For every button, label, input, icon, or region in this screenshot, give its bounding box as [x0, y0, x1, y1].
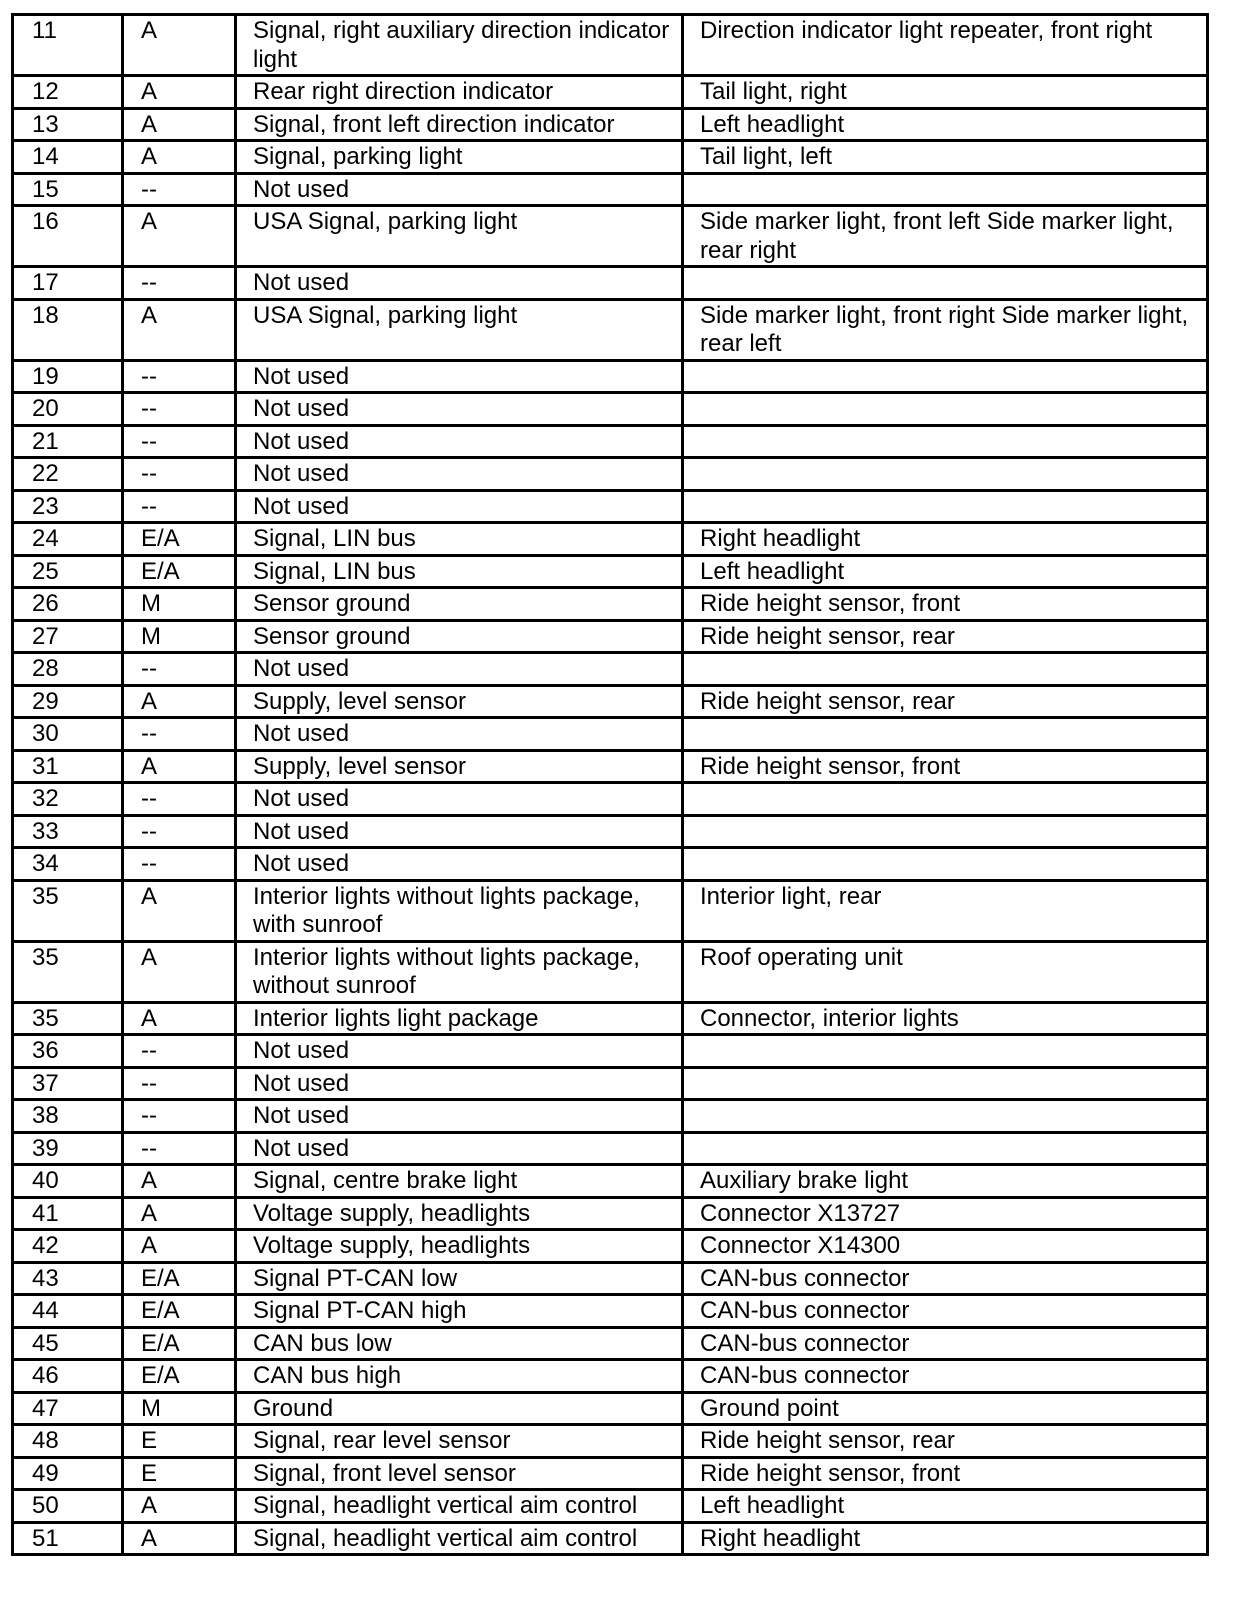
pin-number-cell: 15 [13, 173, 123, 206]
component-cell: Direction indicator light repeater, front right [683, 15, 1208, 76]
table-row [13, 1490, 1208, 1523]
pin-number-cell: 46 [13, 1360, 123, 1393]
component-cell: Ride height sensor, front [683, 750, 1208, 783]
signal-type-cell: -- [123, 1067, 236, 1100]
signal-type-cell: E/A [123, 523, 236, 556]
pin-number-cell: 27 [13, 620, 123, 653]
component-cell: Ride height sensor, rear [683, 620, 1208, 653]
table-row [13, 718, 1208, 751]
pin-number-cell: 41 [13, 1197, 123, 1230]
pin-number-cell: 23 [13, 490, 123, 523]
pin-number-cell: 35 [13, 941, 123, 1002]
component-cell: Right headlight [683, 1522, 1208, 1555]
pin-number-cell: 28 [13, 653, 123, 686]
description-cell: Signal, front level sensor [236, 1457, 683, 1490]
description-cell: Not used [236, 458, 683, 491]
signal-type-cell: -- [123, 783, 236, 816]
description-cell: Supply, level sensor [236, 750, 683, 783]
pin-number-cell: 36 [13, 1035, 123, 1068]
pin-number-cell: 13 [13, 108, 123, 141]
signal-type-cell: -- [123, 173, 236, 206]
table-row [13, 173, 1208, 206]
description-cell: Sensor ground [236, 588, 683, 621]
description-cell: USA Signal, parking light [236, 206, 683, 267]
signal-type-cell: A [123, 1490, 236, 1523]
pin-number-cell: 39 [13, 1132, 123, 1165]
pin-number-cell: 16 [13, 206, 123, 267]
component-cell: CAN-bus connector [683, 1295, 1208, 1328]
component-cell: Left headlight [683, 1490, 1208, 1523]
signal-type-cell: E [123, 1425, 236, 1458]
component-cell [683, 1132, 1208, 1165]
table-row [13, 1100, 1208, 1133]
description-cell: Signal PT-CAN low [236, 1262, 683, 1295]
component-cell [683, 718, 1208, 751]
signal-type-cell: -- [123, 1132, 236, 1165]
table-row [13, 523, 1208, 556]
component-cell: Connector X13727 [683, 1197, 1208, 1230]
pin-number-cell: 30 [13, 718, 123, 751]
table-row [13, 299, 1208, 360]
signal-type-cell: -- [123, 1035, 236, 1068]
description-cell: CAN bus high [236, 1360, 683, 1393]
component-cell [683, 425, 1208, 458]
description-cell: Not used [236, 653, 683, 686]
description-cell: Not used [236, 1035, 683, 1068]
description-cell: Voltage supply, headlights [236, 1197, 683, 1230]
description-cell: Signal, centre brake light [236, 1165, 683, 1198]
pin-number-cell: 35 [13, 1002, 123, 1035]
pin-number-cell: 49 [13, 1457, 123, 1490]
signal-type-cell: A [123, 685, 236, 718]
table-row [13, 267, 1208, 300]
signal-type-cell: -- [123, 718, 236, 751]
signal-type-cell: -- [123, 653, 236, 686]
table-row [13, 1295, 1208, 1328]
signal-type-cell: E/A [123, 1295, 236, 1328]
component-cell [683, 1035, 1208, 1068]
table-row [13, 76, 1208, 109]
table-row [13, 458, 1208, 491]
signal-type-cell: A [123, 880, 236, 941]
component-cell [683, 815, 1208, 848]
description-cell: Interior lights without lights package, without sunroof [236, 941, 683, 1002]
signal-type-cell: A [123, 941, 236, 1002]
table-row [13, 653, 1208, 686]
component-cell: Left headlight [683, 555, 1208, 588]
pin-number-cell: 32 [13, 783, 123, 816]
table-row [13, 1165, 1208, 1198]
pin-number-cell: 44 [13, 1295, 123, 1328]
pin-number-cell: 37 [13, 1067, 123, 1100]
table-row [13, 1132, 1208, 1165]
component-cell [683, 173, 1208, 206]
signal-type-cell: M [123, 1392, 236, 1425]
component-cell: Ride height sensor, front [683, 588, 1208, 621]
component-cell [683, 490, 1208, 523]
table-row [13, 1522, 1208, 1555]
component-cell [683, 458, 1208, 491]
component-cell: Roof operating unit [683, 941, 1208, 1002]
signal-type-cell: A [123, 750, 236, 783]
signal-type-cell: -- [123, 1100, 236, 1133]
pin-assignment-table [11, 13, 1209, 1556]
pin-number-cell: 11 [13, 15, 123, 76]
description-cell: Not used [236, 718, 683, 751]
component-cell: Ground point [683, 1392, 1208, 1425]
signal-type-cell: A [123, 1002, 236, 1035]
description-cell: Not used [236, 1100, 683, 1133]
table-row [13, 750, 1208, 783]
description-cell: Not used [236, 815, 683, 848]
pin-number-cell: 19 [13, 360, 123, 393]
component-cell [683, 783, 1208, 816]
table-row [13, 1230, 1208, 1263]
table-row [13, 141, 1208, 174]
table-row [13, 425, 1208, 458]
description-cell: Not used [236, 360, 683, 393]
description-cell: Signal, headlight vertical aim control [236, 1522, 683, 1555]
pin-number-cell: 29 [13, 685, 123, 718]
component-cell: Auxiliary brake light [683, 1165, 1208, 1198]
pin-number-cell: 51 [13, 1522, 123, 1555]
component-cell: Tail light, right [683, 76, 1208, 109]
description-cell: Not used [236, 1132, 683, 1165]
description-cell: Not used [236, 1067, 683, 1100]
table-row [13, 393, 1208, 426]
signal-type-cell: A [123, 1165, 236, 1198]
component-cell [683, 360, 1208, 393]
component-cell: Interior light, rear [683, 880, 1208, 941]
table-row [13, 1262, 1208, 1295]
pin-number-cell: 34 [13, 848, 123, 881]
table-row [13, 1457, 1208, 1490]
pin-number-cell: 35 [13, 880, 123, 941]
signal-type-cell: -- [123, 425, 236, 458]
table-row [13, 1002, 1208, 1035]
table-row [13, 783, 1208, 816]
table-row [13, 1425, 1208, 1458]
signal-type-cell: A [123, 141, 236, 174]
table-row [13, 15, 1208, 76]
description-cell: Interior lights light package [236, 1002, 683, 1035]
pin-number-cell: 40 [13, 1165, 123, 1198]
pin-number-cell: 48 [13, 1425, 123, 1458]
description-cell: Signal, front left direction indicator [236, 108, 683, 141]
table-row [13, 1197, 1208, 1230]
description-cell: Not used [236, 490, 683, 523]
pin-number-cell: 17 [13, 267, 123, 300]
table-row [13, 848, 1208, 881]
description-cell: Rear right direction indicator [236, 76, 683, 109]
signal-type-cell: E/A [123, 1360, 236, 1393]
description-cell: Not used [236, 425, 683, 458]
pin-number-cell: 22 [13, 458, 123, 491]
signal-type-cell: -- [123, 490, 236, 523]
signal-type-cell: A [123, 206, 236, 267]
description-cell: Signal, parking light [236, 141, 683, 174]
component-cell [683, 267, 1208, 300]
signal-type-cell: A [123, 15, 236, 76]
component-cell [683, 1100, 1208, 1133]
table-row [13, 1067, 1208, 1100]
table-row [13, 815, 1208, 848]
table-row [13, 588, 1208, 621]
description-cell: Sensor ground [236, 620, 683, 653]
signal-type-cell: -- [123, 848, 236, 881]
component-cell [683, 848, 1208, 881]
pin-number-cell: 20 [13, 393, 123, 426]
signal-type-cell: A [123, 76, 236, 109]
component-cell: Tail light, left [683, 141, 1208, 174]
component-cell: Connector, interior lights [683, 1002, 1208, 1035]
component-cell: CAN-bus connector [683, 1262, 1208, 1295]
table-row [13, 880, 1208, 941]
pin-number-cell: 21 [13, 425, 123, 458]
signal-type-cell: A [123, 108, 236, 141]
pin-number-cell: 25 [13, 555, 123, 588]
component-cell: Side marker light, front right Side marker light, rear left [683, 299, 1208, 360]
table-row [13, 206, 1208, 267]
table-row [13, 1392, 1208, 1425]
pin-number-cell: 31 [13, 750, 123, 783]
component-cell: Side marker light, front left Side marker light, rear right [683, 206, 1208, 267]
table-row [13, 1360, 1208, 1393]
description-cell: Not used [236, 267, 683, 300]
pin-table-body [13, 15, 1208, 1555]
signal-type-cell: -- [123, 360, 236, 393]
component-cell [683, 1067, 1208, 1100]
table-row [13, 360, 1208, 393]
signal-type-cell: E/A [123, 555, 236, 588]
component-cell: Connector X14300 [683, 1230, 1208, 1263]
pin-number-cell: 50 [13, 1490, 123, 1523]
description-cell: Signal, LIN bus [236, 555, 683, 588]
description-cell: Not used [236, 393, 683, 426]
pin-number-cell: 42 [13, 1230, 123, 1263]
signal-type-cell: A [123, 299, 236, 360]
pin-number-cell: 18 [13, 299, 123, 360]
description-cell: Supply, level sensor [236, 685, 683, 718]
description-cell: Signal, headlight vertical aim control [236, 1490, 683, 1523]
description-cell: Signal PT-CAN high [236, 1295, 683, 1328]
description-cell: Not used [236, 783, 683, 816]
component-cell: Ride height sensor, rear [683, 1425, 1208, 1458]
component-cell: Ride height sensor, front [683, 1457, 1208, 1490]
signal-type-cell: -- [123, 815, 236, 848]
description-cell: Interior lights without lights package, with sunroof [236, 880, 683, 941]
signal-type-cell: E/A [123, 1327, 236, 1360]
component-cell [683, 393, 1208, 426]
table-row [13, 555, 1208, 588]
component-cell: Right headlight [683, 523, 1208, 556]
description-cell: Ground [236, 1392, 683, 1425]
signal-type-cell: E [123, 1457, 236, 1490]
signal-type-cell: M [123, 588, 236, 621]
component-cell: CAN-bus connector [683, 1327, 1208, 1360]
description-cell: CAN bus low [236, 1327, 683, 1360]
description-cell: Signal, rear level sensor [236, 1425, 683, 1458]
table-row [13, 490, 1208, 523]
table-row [13, 1327, 1208, 1360]
description-cell: Signal, LIN bus [236, 523, 683, 556]
table-row [13, 620, 1208, 653]
signal-type-cell: A [123, 1522, 236, 1555]
signal-type-cell: -- [123, 267, 236, 300]
signal-type-cell: -- [123, 458, 236, 491]
signal-type-cell: A [123, 1230, 236, 1263]
description-cell: USA Signal, parking light [236, 299, 683, 360]
signal-type-cell: E/A [123, 1262, 236, 1295]
pin-number-cell: 26 [13, 588, 123, 621]
pin-number-cell: 24 [13, 523, 123, 556]
component-cell: Ride height sensor, rear [683, 685, 1208, 718]
pin-number-cell: 12 [13, 76, 123, 109]
pin-number-cell: 33 [13, 815, 123, 848]
table-row [13, 108, 1208, 141]
description-cell: Not used [236, 173, 683, 206]
description-cell: Voltage supply, headlights [236, 1230, 683, 1263]
pin-number-cell: 47 [13, 1392, 123, 1425]
description-cell: Not used [236, 848, 683, 881]
signal-type-cell: -- [123, 393, 236, 426]
signal-type-cell: A [123, 1197, 236, 1230]
pin-number-cell: 43 [13, 1262, 123, 1295]
component-cell: CAN-bus connector [683, 1360, 1208, 1393]
table-row [13, 941, 1208, 1002]
pin-number-cell: 14 [13, 141, 123, 174]
description-cell: Signal, right auxiliary direction indicator light [236, 15, 683, 76]
component-cell [683, 653, 1208, 686]
table-row [13, 685, 1208, 718]
pin-number-cell: 38 [13, 1100, 123, 1133]
table-row [13, 1035, 1208, 1068]
component-cell: Left headlight [683, 108, 1208, 141]
signal-type-cell: M [123, 620, 236, 653]
pin-number-cell: 45 [13, 1327, 123, 1360]
